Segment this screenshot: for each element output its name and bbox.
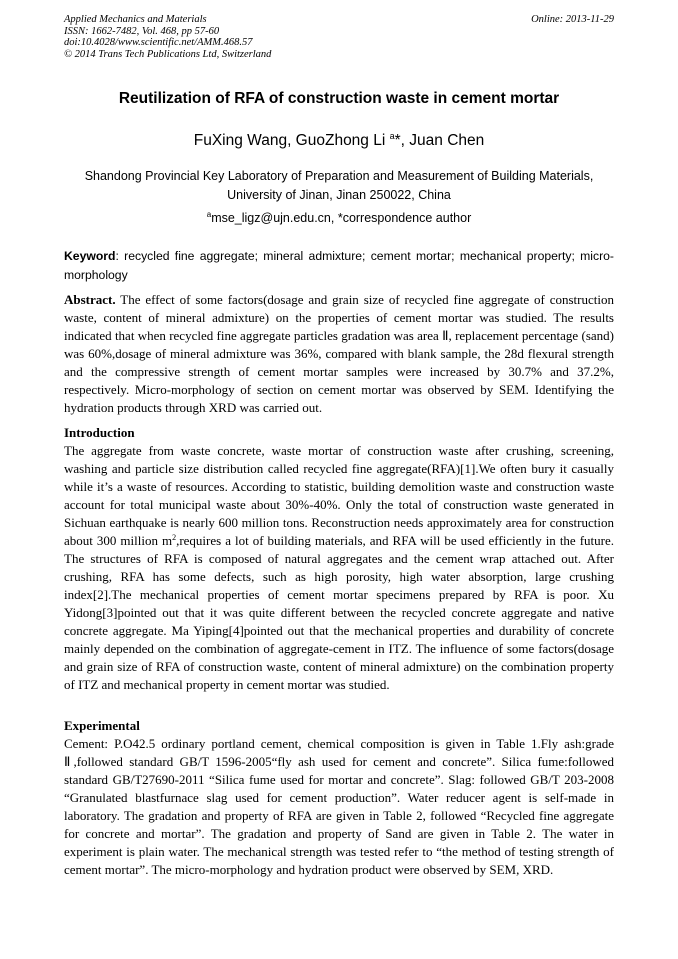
introduction-superscript: 2 [172, 533, 177, 542]
email-text: mse_ligz@ujn.edu.cn, *correspondence author [211, 211, 472, 225]
keywords-label: Keyword [64, 249, 116, 263]
introduction-text-1: The aggregate from waste concrete, waste mortar of construction waste after crushing, screening, washing and particle size distribution called recycled fine aggregate(RFA)[1].We often bury it casually while it’s a waste of resources. According to statistic, building demolition waste and construction waste account for total municipal waste about 30%-40%. Only the total of construction waste generated in Sichuan earthquake is nearly 600 million tons. Reconstruction needs approximately area for construction about 300 million m [64, 443, 614, 548]
journal-name: Applied Mechanics and Materials [64, 14, 207, 25]
affiliation-line-1: Shandong Provincial Key Laboratory of Preparation and Measurement of Building Materials, [84, 169, 594, 183]
journal-header [64, 14, 614, 60]
author-list [0, 131, 678, 150]
author-names: FuXing Wang, GuoZhong Li [193, 132, 386, 149]
affiliation-line-2: University of Jinan, Jinan 250022, China [227, 188, 451, 202]
contact-email [0, 210, 678, 225]
email-superscript: a [206, 210, 212, 219]
experimental-paragraph: Cement: P.O42.5 ordinary portland cement, chemical composition is given in Table 1.Fly ash:grade Ⅱ,followed standard GB/T 1596-2005“fly ash used for cement and concrete”. Silica fume:followed standard GB/T27690-2011 “Silica fume used for mortar and concrete”. Slag: followed GB/T 203-2008 “Granulated blastfurnace slag used for cement production”. Water reducer agent is self-made in laboratory. The gradation and property of RFA are given in Table 2, followed “Recycled fine aggregate for concrete and mortar”. The gradation and property of Sand are given in Table 2. The water in experiment is plain water. The mechanical strength was tested refer to “the method of testing strength of cement mortar”. The micro-morphology and hydration product were observed by SEM, XRD. [64, 736, 614, 877]
author-names-suffix: *, Juan Chen [394, 132, 485, 149]
keywords-text: : recycled fine aggregate; mineral admixture; cement mortar; mechanical property; micro-morphology [64, 249, 614, 282]
journal-doi: doi:10.4028/www.scientific.net/AMM.468.57 [64, 37, 253, 48]
paper-title: Reutilization of RFA of construction waste in cement mortar [118, 90, 560, 107]
affiliation [64, 167, 614, 205]
abstract-label: Abstract. [64, 292, 116, 307]
abstract [64, 291, 614, 417]
journal-copyright: © 2014 Trans Tech Publications Ltd, Switzerland [64, 48, 272, 60]
introduction-heading: Introduction [64, 425, 135, 440]
journal-issn: ISSN: 1662-7482, Vol. 468, pp 57-60 [64, 25, 220, 37]
online-date: Online: 2013-11-29 [531, 14, 614, 25]
keywords [64, 247, 614, 285]
introduction-text-2: ,requires a lot of building materials, and RFA will be used efficiently in the future. The structures of RFA is composed of natural aggregates and the cement wrap attached out. After crushing, RFA has some defects, such as high porosity, high water absorption, large crushing index[2].The mechanical properties of cement mortar specimens prepared by RFA is poor. Xu Yidong[3]pointed out that it was quite different between the recycled concrete aggregate and native concrete aggregate. Ma Yiping[4]pointed out that the mechanical properties and durability of concrete mainly depended on the combination of aggregate-cement in ITZ. The influence of some factors(dosage and grain size of RFA of construction waste, content of mineral admixture) on the combination property of ITZ and mechanical property in cement mortar was studied. [64, 533, 614, 692]
abstract-text: The effect of some factors(dosage and grain size of recycled fine aggregate of construction waste, content of mineral admixture) on the properties of cement mortar was studied. The results indicated that when recycled fine aggregate particles gradation was area Ⅱ, replacement percentage (sand) was 60%,dosage of mineral admixture was 36%, compared with blank sample, the 28d flexural strength and the compressive strength of cement mortar samples were increased by 30.7% and 37.2%, respectively. Micro-morphology of section on cement mortar was observed by SEM. Identifying the hydration products through XRD was carried out. [64, 292, 614, 415]
author-superscript: a [389, 131, 395, 141]
introduction-paragraph [64, 442, 614, 694]
experimental-heading: Experimental [64, 718, 140, 733]
